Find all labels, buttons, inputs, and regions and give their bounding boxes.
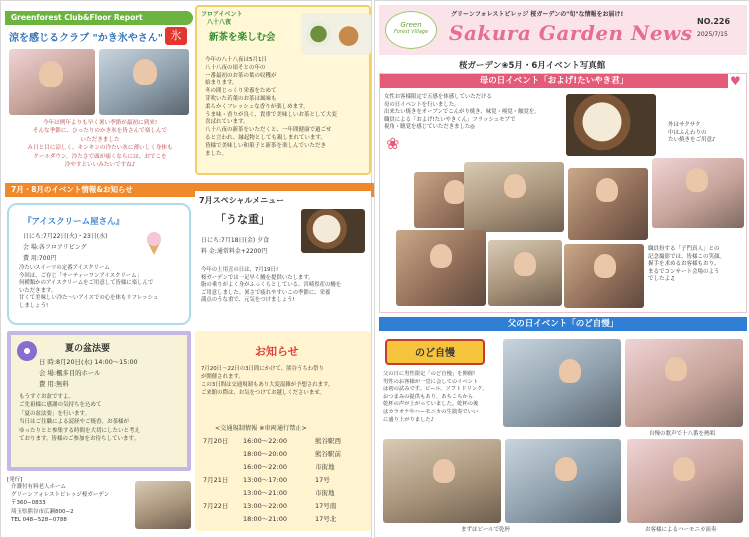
publisher-footer <box>7 475 193 535</box>
fathers-photo-4 <box>505 439 621 523</box>
kakigori-photo-1 <box>9 49 95 115</box>
bon-body: もうすぐお盆ですよ。 ご先祖様に感謝の気持ちを込めて 「夏の盆法要」を行います。 当日はご住職による読経やご焼香、お茶様が ゆったりとと参集する時間を大切にしたいと考え ております。皆様のご参加をお待ちしています。 <box>19 394 140 443</box>
traffic-row: 18:00〜20:00 熊谷駅前 <box>243 450 341 458</box>
kakigori-title: 涼を感じるクラブ "かき氷やさん" <box>9 33 163 44</box>
traffic-row: 7月22日 13:00〜22:00 17号南 <box>203 502 337 510</box>
logo-line2: Forest Village <box>393 29 429 35</box>
kakigori-section <box>5 5 193 175</box>
menu-body: 今年の土用丑の日は、7月19日! 桜ガーデンでは一足早く鰻を提供いたします。 脂の乗りがよく身がふっくらとしている、宮崎県産の鰻を ご用意しました。暑さで疲れやすいこの季節に、栄養 満点のうな重で、元気をつけましょう! <box>201 267 342 304</box>
notice-title: お知らせ <box>255 345 299 358</box>
mothers-day-section <box>379 73 747 313</box>
traffic-row: 13:00〜21:00 市街地 <box>243 489 335 497</box>
nodojiman-sign-text: のど自慢 <box>415 348 455 359</box>
publisher-label: [発行] <box>7 477 23 483</box>
mothers-photo-2 <box>464 162 564 232</box>
icecream-date: 日にち:7月22日(火)・23日(水) <box>23 233 108 240</box>
mothers-photo-6 <box>488 240 562 306</box>
menu-title: 7月スペシャルメニュー <box>199 196 285 205</box>
fathers-photo-5 <box>627 439 743 523</box>
mothers-photo-4 <box>652 158 744 228</box>
notice-section <box>195 331 371 531</box>
bon-place: 会 場:楓多目的ホール <box>39 369 101 377</box>
tagline: グリーンフォレストビレッジ 桜ガーデンの"旬"な情報をお届け! <box>451 11 624 18</box>
carnation-icon: ❀ <box>386 134 400 153</box>
traffic-row: 18:00〜21:00 17号北 <box>243 515 337 523</box>
menu-fee: 料 金:通常料金+2200円 <box>201 248 268 255</box>
club-bar: Greenforest Club&Floor Report <box>5 11 193 25</box>
tea-photo <box>301 13 371 55</box>
special-menu-section <box>195 191 371 327</box>
masthead <box>379 5 747 55</box>
bon-date: 日 時:8月20日(水) 14:00〜15:00 <box>39 358 138 366</box>
icecream-title: 『アイスクリーム屋さん』 <box>23 217 125 227</box>
traffic-row: 7月21日 13:00〜17:00 17号 <box>203 476 330 484</box>
logo-line1: Green <box>400 21 422 29</box>
fathers-photo-2 <box>625 339 743 427</box>
menu-date: 日にち:7月18日(金) 夕食 <box>201 237 270 244</box>
fathers-day-body: 父の日に男性限定「のど自慢」を開催! 男性のお客様が一堂に会してのイベント は初の試みです。ビール、ソフトドリンク、 おつまみの提供もあり、あちこちから 乾杯の声が上がっていました。乾杯の後 はカラオケやハーモニカの生演奏でいい に盛り上がりました♪ <box>383 371 488 423</box>
traffic-row: 16:00〜22:00 市街地 <box>243 463 335 471</box>
notice-body: 7月20日〜22日の3日間にかけて、熊谷うちわ祭り が開催されます。 この3日間は交通規制もあり大変混雑が予想されます。 ご来館の際は、お気をつけてお越しくださいませ。 <box>201 366 334 396</box>
mothers-day-body: 女性お客様限定で五感を体感していただける 母の日イベントを行いました。 出来たい焼きをオーブンでこんがり焼き、味覚・嗅覚・触覚を。 職員による「およげ!たいやきくん」フラッシュモブで 視角・聴覚を感じていただきました◎ <box>384 94 540 131</box>
gallery-title: 桜ガーデン❀5月・6月イベント写真館 <box>459 61 606 71</box>
left-page <box>0 0 372 538</box>
right-page <box>374 0 750 538</box>
floor-body: 今年の八十八夜は5月1日 八十八夜の頃そとの年の 一番最初のお茶の葉の収穫が 始まります。 冬の間じっくり栄養をためて 芽吹いた若葉のお茶は風味も 柔らかくフレッシュな香りが楽しめます。 うま味・香りが良く、貴重で美味しいお茶として大変 喜ばれています。 八十八夜の新茶をいただくと、一年間健康で過ごせ ると言われ、縁起物としても親しまれています。 皆様で美味しい和菓子と新茶を楽しんでいただき ました。 <box>205 57 337 157</box>
fathers-day-section <box>379 317 747 535</box>
traffic-row: 7月20日 16:00〜22:00 熊谷駅西 <box>203 437 341 445</box>
morning-glory-icon <box>17 341 37 361</box>
kakigori-photo-2 <box>99 49 189 115</box>
issue-number: NO.226 <box>697 17 731 26</box>
mothers-caption-1: 外はサクサク 中はふんわりの たい焼きをご用意♪ <box>668 122 716 144</box>
publisher-lines: 介護付有料老人ホーム グリーンフォレストビレッジ桜ガーデン 〒360−0833 埼玉県熊谷市広瀬800−2 TEL 048−528−0788 <box>11 484 110 523</box>
bon-fee: 費 用:無料 <box>39 380 69 388</box>
icecream-icon <box>139 231 169 255</box>
mothers-day-bar: 母の日イベント「およげ!たいやき君」 <box>380 74 728 88</box>
heart-icon: ♥ <box>730 74 741 88</box>
fathers-photo-1 <box>503 339 621 427</box>
floor-event-section <box>195 5 371 175</box>
fathers-caption-1: 自慢の歌声で十八番を熱唱 <box>649 431 716 437</box>
traffic-title: <交通規制情報 ※車両通行禁止> <box>215 425 307 432</box>
mothers-photo-3 <box>568 168 648 240</box>
floor-label: フロアイベント <box>201 11 243 18</box>
kakigori-body: 今年は例年よりも早く暑い季節が最初に到来! そんな季節に、ひったりのかき氷を皆さんで楽しんで いただきました み日と目に涼しく、キンキンの冷たい氷に薄いしく身体も クールダウン。冷たさで頭が痛くならには、おでこを 冷やすといいみたいですね♪ <box>27 120 173 169</box>
unaju-photo <box>301 209 365 253</box>
logo <box>385 11 437 49</box>
building-photo <box>135 481 191 529</box>
floor-title: 新茶を楽しむ会 <box>209 32 276 43</box>
bon-section <box>7 331 191 471</box>
icecream-place: 会 場:各フロアリビング <box>23 244 87 251</box>
floor-name: 八十八夜 <box>207 19 232 26</box>
icecream-section <box>7 203 191 325</box>
kakigori-icon: 氷 <box>165 27 187 45</box>
fathers-photo-3 <box>383 439 501 523</box>
mothers-photo-7 <box>564 244 644 308</box>
mothers-caption-2: 職員扮する「子門真人」との 記念撮影では、皆様この笑顔。 握手を求めるお客様もおり、 まるでコンサート会場のよう でしたよ♫ <box>648 246 726 283</box>
fathers-day-bar: 父の日イベント「のど自慢」 <box>379 317 747 331</box>
menu-name: 「うな重」 <box>215 213 270 226</box>
icecream-fee: 費 用:700円 <box>23 255 57 262</box>
newsletter-title: Sakura Garden News <box>449 21 693 45</box>
fathers-caption-3: お客様によるハーモニカ演奏 <box>645 527 717 533</box>
traffic-table <box>203 435 363 526</box>
fathers-caption-2: まずはビールで乾杯 <box>461 527 511 533</box>
issue-date: 2025/7/15 <box>697 31 728 38</box>
nodojiman-sign <box>385 339 485 365</box>
icecream-body: 冷たいスイーツの定番アイスクリーム 今回は、ご存じ「サーティーワンアイスクリーム」 何種類かのアイスクリームをご用意して皆様に楽しんで いただきます。 甘くて美味しい冷た〜いアイスでの心を体もリフレッシュ しましょう! <box>19 265 159 309</box>
bon-title: 夏の盆法要 <box>65 344 111 354</box>
mothers-photo-5 <box>396 230 486 306</box>
events-bar: 7月・8月のイベント情報&お知らせ <box>5 183 375 197</box>
taiyaki-photo <box>566 94 656 156</box>
